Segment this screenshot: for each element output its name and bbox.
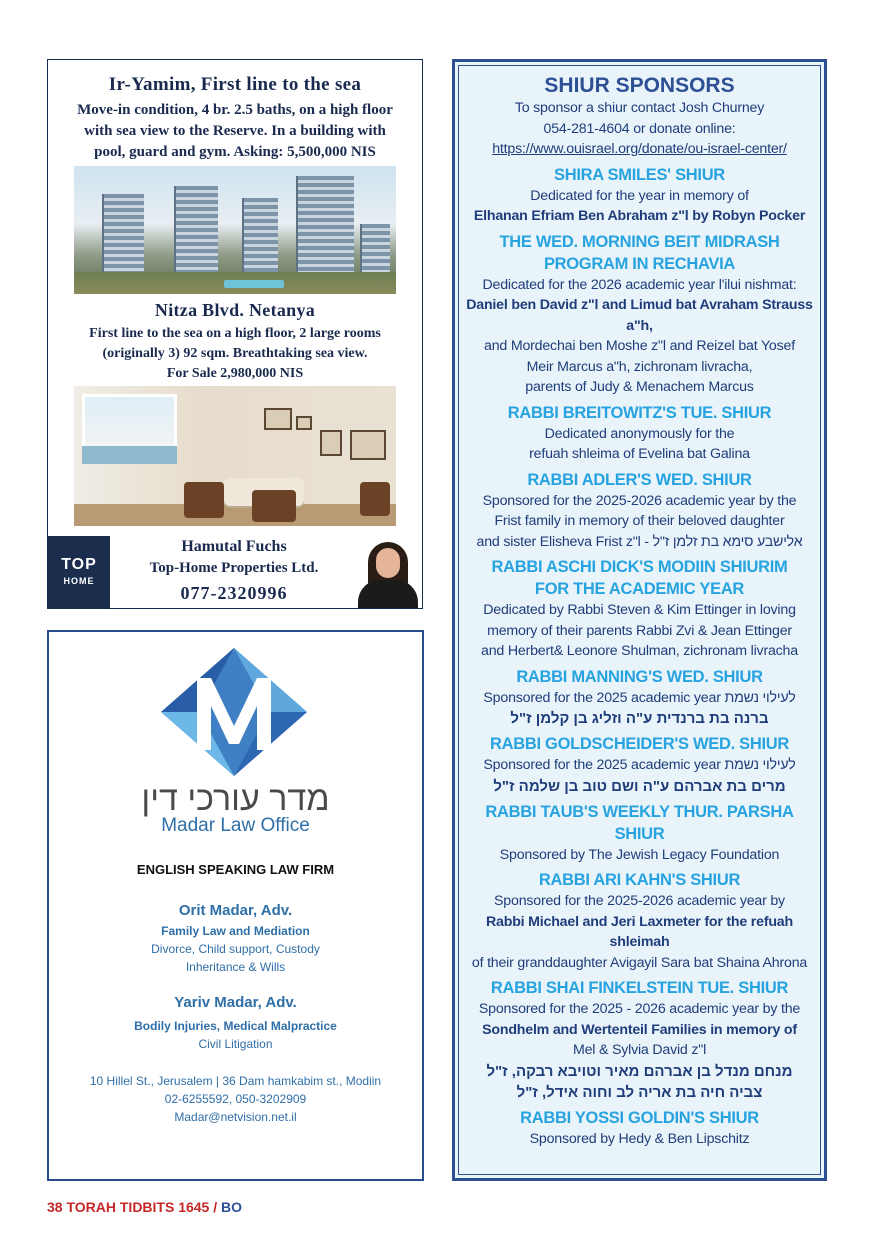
shiur-dedication-hebrew: צביה חיה בת אריה לב וחוה אידל, ז"ל bbox=[516, 1083, 763, 1101]
listing-1-line: with sea view to the Reserve. In a building with bbox=[84, 123, 386, 139]
agent-phone: 077-2320996 bbox=[180, 583, 288, 603]
shiur-dedication: Sponsored by Hedy & Ben Lipschitz bbox=[529, 1130, 750, 1147]
lawyer-2-line: Civil Litigation bbox=[198, 1037, 273, 1051]
shiur-dedication: and Mordechai ben Moshe z"l and Reizel bat Yosef bbox=[484, 338, 795, 354]
shiur-dedication: Sponsored for the 2025-2026 academic year by bbox=[494, 893, 785, 909]
top-home-logo bbox=[48, 536, 110, 609]
shiur-dedication: Rabbi Michael and Jeri Laxmeter for the refuah shleimah bbox=[486, 913, 793, 950]
sponsors-title: SHIUR SPONSORS bbox=[544, 74, 735, 97]
shiur-dedication: Sponsored for the 2025 academic year לעילוי נשמת bbox=[483, 757, 796, 773]
publication-label: 38 TORAH TIDBITS 1645 / bbox=[47, 1199, 218, 1215]
lawyer-1-line: Inheritance & Wills bbox=[185, 960, 286, 974]
towers-photo bbox=[74, 166, 396, 294]
shiur-dedication: Dedicated for the year in memory of bbox=[530, 187, 749, 204]
firm-address: 10 Hillel St., Jerusalem | 36 Dam hamkabim st., Modiin bbox=[89, 1074, 382, 1088]
shiur-heading: RABBI MANNING'S WED. SHIUR bbox=[516, 667, 763, 686]
shiur-sponsors-content bbox=[458, 65, 821, 1175]
lawyer-1-specialty: Family Law and Mediation bbox=[161, 924, 310, 938]
shiur-dedication: Dedicated by Rabbi Steven & Kim Ettinger in loving bbox=[483, 602, 796, 618]
logo-top-text: TOP bbox=[61, 556, 97, 573]
agent-footer bbox=[48, 536, 422, 609]
shiur-heading: RABBI BREITOWITZ'S TUE. SHIUR bbox=[507, 403, 772, 422]
firm-phones: 02-6255592, 050-3202909 bbox=[164, 1092, 307, 1106]
shiur-heading: THE WED. MORNING BEIT MIDRASH bbox=[499, 232, 780, 251]
shiur-dedication: Dedicated anonymously for the bbox=[544, 425, 735, 442]
shiur-dedication: Sponsored for the 2025 academic year לעילוי נשמת bbox=[483, 689, 796, 706]
shiur-dedication-hebrew: מרים בת אברהם ע"ה ושם טוב בן שלמה ז"ל bbox=[493, 777, 786, 795]
shiur-heading: RABBI TAUB'S WEEKLY THUR. PARSHA SHIUR bbox=[485, 802, 794, 843]
listing-1-title: Ir-Yamim, First line to the sea bbox=[108, 74, 362, 95]
shiur-dedication: Sponsored by The Jewish Legacy Foundation bbox=[499, 846, 780, 863]
lawyer-2-specialty: Bodily Injuries, Medical Malpractice bbox=[134, 1019, 337, 1033]
shiur-dedication: Dedicated for the 2026 academic year l'ilui nishmat: bbox=[482, 276, 797, 293]
listing-2-description bbox=[54, 324, 416, 384]
listing-2-line: (originally 3) 92 sqm. Breathtaking sea view. bbox=[102, 346, 368, 361]
shiur-dedication-hebrew: מנחם מנדל בן אברהם מאיר וטויבא רבקה, ז"ל bbox=[486, 1062, 793, 1080]
shiur-dedication: Sponsored for the 2025 - 2026 academic year by the bbox=[478, 1001, 801, 1017]
logo-bottom-text: HOME bbox=[63, 576, 95, 586]
shiur-dedication-hebrew: ברנה בת ברנדית ע"ה וזליג בן קלמן ז"ל bbox=[510, 710, 769, 727]
listing-2-line: For Sale 2,980,000 NIS bbox=[166, 366, 304, 381]
firm-name-hebrew: מדר עורכי דין bbox=[141, 780, 330, 818]
agent-name: Hamutal Fuchs bbox=[181, 538, 287, 555]
listing-1-line: Move-in condition, 4 br. 2.5 baths, on a high floor bbox=[77, 102, 393, 118]
agent-company: Top-Home Properties Ltd. bbox=[149, 560, 319, 576]
shiur-heading: RABBI SHAI FINKELSTEIN TUE. SHIUR bbox=[490, 979, 789, 997]
shiur-heading: FOR THE ACADEMIC YEAR bbox=[534, 580, 745, 598]
sponsors-intro-line: To sponsor a shiur contact Josh Churney bbox=[514, 100, 765, 116]
real-estate-ad bbox=[47, 59, 423, 609]
agent-portrait bbox=[354, 538, 422, 608]
firm-email: Madar@netvision.net.il bbox=[174, 1110, 297, 1124]
shiur-dedication: refuah shleima of Evelina bat Galina bbox=[529, 446, 750, 462]
shiur-heading: PROGRAM IN RECHAVIA bbox=[543, 254, 736, 273]
page-footer bbox=[47, 1199, 242, 1215]
lawyer-1-line: Divorce, Child support, Custody bbox=[151, 942, 320, 956]
shiur-dedication: Sondhelm and Wertenteil Families in memory of bbox=[482, 1021, 797, 1038]
shiur-dedication: and Herbert& Leonore Shulman, zichronam livracha bbox=[481, 643, 798, 659]
living-room-photo bbox=[74, 386, 396, 526]
shiur-dedication: Elhanan Efriam Ben Abraham z"l by Robyn Pocker bbox=[473, 208, 806, 224]
shiur-heading: RABBI GOLDSCHEIDER'S WED. SHIUR bbox=[490, 735, 789, 753]
parsha-label: BO bbox=[221, 1199, 243, 1215]
shiur-dedication: parents of Judy & Menachem Marcus bbox=[525, 379, 754, 395]
shiur-dedication: Daniel ben David z"l and Limud bat Avraham Strauss a"h, bbox=[466, 297, 813, 334]
shiur-dedication: memory of their parents Rabbi Zvi & Jean Ettinger bbox=[487, 622, 792, 639]
listing-1-description bbox=[54, 100, 416, 163]
firm-tagline: ENGLISH SPEAKING LAW FIRM bbox=[136, 862, 335, 877]
listing-2-line: First line to the sea on a high floor, 2 large rooms bbox=[89, 326, 381, 341]
shiur-heading: SHIRA SMILES' SHIUR bbox=[554, 165, 725, 184]
madar-m-logo-icon bbox=[159, 646, 309, 776]
firm-name-english: Madar Law Office bbox=[161, 815, 310, 836]
shiur-dedication: Mel & Sylvia David z"l bbox=[572, 1042, 707, 1058]
shiur-sponsors-box bbox=[452, 59, 827, 1181]
donate-link[interactable]: https://www.ouisrael.org/donate/ou-israel-center/ bbox=[492, 141, 787, 157]
shiur-dedication: Sponsored for the 2025-2026 academic year by the bbox=[482, 492, 797, 509]
shiur-dedication: of their granddaughter Avigayil Sara bat Shaina Ahrona bbox=[471, 954, 808, 971]
shiur-heading: RABBI ARI KAHN'S SHIUR bbox=[538, 871, 741, 889]
shiur-dedication: Frist family in memory of their beloved daughter bbox=[494, 513, 785, 529]
law-office-ad bbox=[47, 630, 424, 1181]
shiur-heading: RABBI ADLER'S WED. SHIUR bbox=[527, 470, 752, 489]
shiur-dedication: Meir Marcus a"h, zichronam livracha, bbox=[526, 358, 753, 375]
listing-1-line: pool, guard and gym. Asking: 5,500,000 NIS bbox=[94, 144, 376, 160]
sponsors-intro-line: 054-281-4604 or donate online: bbox=[543, 120, 736, 137]
lawyer-1-name: Orit Madar, Adv. bbox=[178, 902, 293, 919]
lawyer-2-name: Yariv Madar, Adv. bbox=[174, 994, 297, 1011]
shiur-heading: RABBI ASCHI DICK'S MODIIN SHIURIM bbox=[491, 558, 788, 576]
shiur-heading: RABBI YOSSI GOLDIN'S SHIUR bbox=[520, 1108, 759, 1127]
listing-2-title: Nitza Blvd. Netanya bbox=[154, 300, 316, 320]
shiur-dedication: and sister Elisheva Frist z"l - אלישבע סימא בת זלמן ז"ל bbox=[476, 533, 803, 550]
